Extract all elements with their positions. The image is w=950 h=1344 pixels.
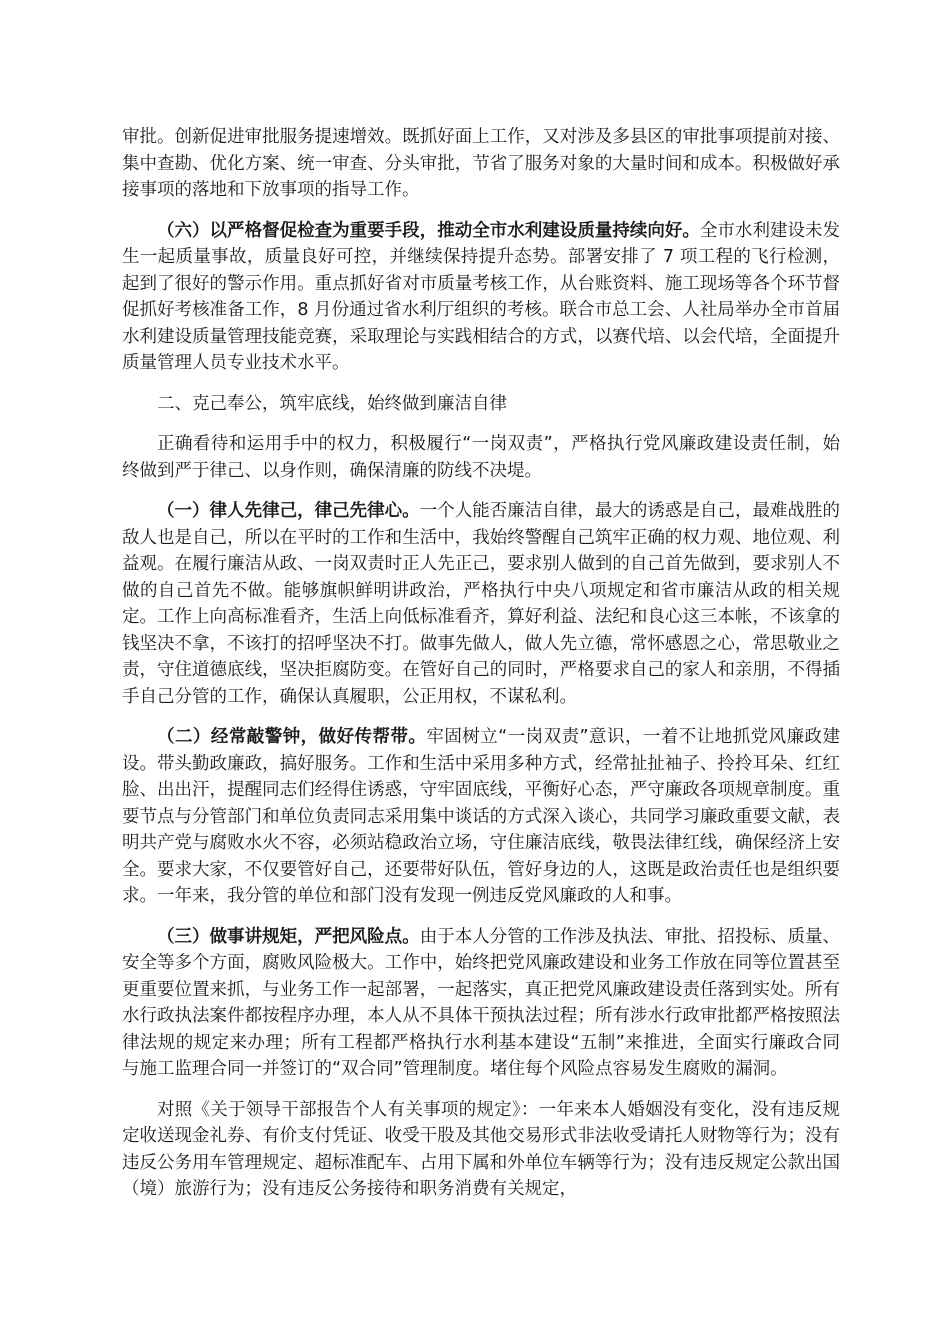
document-page — [122, 124, 840, 1217]
paragraph-personal-matters: 对照《关于领导干部报告个人有关事项的规定》：一年来本人婚姻没有变化，没有违反规定收送现金礼券、有价支付凭证、收受干股及其他交易形式非法收受请托人财物等行为；没有违反公务用车管理规定、超标准配车、占用下属和外单位车辆等行为；没有违反规定公款出国（境）旅游行为；没有违反公务接待和职务消费有关规定， — [122, 1099, 840, 1199]
paragraph-risk-control — [122, 924, 840, 1083]
section-lead-two: （二）经常敲警钟，做好传帮带。 — [157, 727, 427, 747]
section-body-six: 全市水利建设未发生一起质量事故，质量良好可控，并继续保持提升态势。部署安排了 7 项工程的飞行检测，起到了很好的警示作用。重点抓好省对市质量考核工作，从台账资料、施工现场等各个环节督促抓好考核准备工作，8 月份通过省水利厅组织的考核。联合市总工会、人社局举办全市首届水利建设质量管理技能竞赛，采取理论与实践相结合的方式，以赛代培、以会代培，全面提升质量管理人员专业技术水平。 — [122, 220, 840, 373]
section-body-three: 由于本人分管的工作涉及执法、审批、招投标、质量、安全等多个方面，腐败风险极大。工作中，始终把党风廉政建设和业务工作放在同等位置甚至更重要位置来抓，与业务工作一起部署，一起落实，真正把党风廉政建设责任落到实处。所有水行政执法案件都按程序办理，本人从不具体干预执法过程；所有涉水行政审批都严格按照法律法规的规定来办理；所有工程都严格执行水利基本建设“五制”来推进，全面实行廉政合同与施工监理合同一并签订的“双合同”管理制度。堵住每个风险点容易发生腐败的漏洞。 — [122, 926, 841, 1079]
section-lead-three: （三）做事讲规矩，严把风险点。 — [157, 926, 420, 947]
paragraph-power-usage: 正确看待和运用手中的权力，积极履行“一岗双责”，严格执行党风廉政建设责任制，始终做到严于律己、以身作则，确保清廉的防线不决堤。 — [122, 434, 840, 481]
section-lead-six: （六）以严格督促检查为重要手段，推动全市水利建设质量持续向好。 — [157, 220, 700, 241]
paragraph-quality-supervision — [122, 218, 840, 377]
section-body-two: 牢固树立“一岗双责”意识，一着不让地抓党风廉政建设。带头勤政廉政，搞好服务。工作和生活中采用多种方式，经常扯扯袖子、拎拎耳朵、红红脸、出出汗，提醒同志们经得住诱惑，守牢固底线，平衡好心态，严守廉政各项规章制度。重要节点与分管部门和单位负责同志采用集中谈话的方式深入谈心，共同学习廉政重要文献，表明共产党与腐败水火不容，必须站稳政治立场，守住廉洁底线，敬畏法律红线，确保经济上安全。要求大家，不仅要管好自己，还要带好队伍，管好身边的人，这既是政治责任也是组织要求。一年来，我分管的单位和部门没有发现一例违反党风廉政的人和事。 — [122, 727, 840, 906]
section-heading-two: 二、克己奉公，筑牢底线，始终做到廉洁自律 — [157, 393, 507, 414]
section-body-one: 一个人能否廉洁自律，最大的诱惑是自己，最难战胜的敌人也是自己，所以在平时的工作和生活中，我始终警醒自己筑牢正确的权力观、地位观、利益观。在履行廉洁从政、一岗双责时正人先正己，要求别人做到的自己首先做到，要求别人不做的自己首先不做。能够旗帜鲜明讲政治，严格执行中央八项规定和省市廉洁从政的相关规定。工作上向高标准看齐，生活上向低标准看齐，算好利益、法纪和良心这三本帐，不该拿的钱坚决不拿，不该打的招呼坚决不打。做事先做人，做人先立德，常怀感恩之心，常思敬业之责，守住道德底线，坚决拒腐防变。在管好自己的同时，严格要求自己的家人和亲朋，不得插手自己分管的工作，确保认真履职，公正用权，不谋私利。 — [122, 501, 841, 707]
section-lead-one: （一）律人先律己，律己先律心。 — [157, 501, 420, 521]
paragraph-approval: 审批。创新促进审批服务提速增效。既抓好面上工作，又对涉及多县区的审批事项提前对接、集中查勘、优化方案、统一审查、分头审批，节省了服务对象的大量时间和成本。积极做好承接事项的落地和下放事项的指导工作。 — [122, 127, 840, 200]
paragraph-warning-mentoring — [122, 724, 840, 910]
paragraph-self-discipline — [122, 498, 840, 710]
